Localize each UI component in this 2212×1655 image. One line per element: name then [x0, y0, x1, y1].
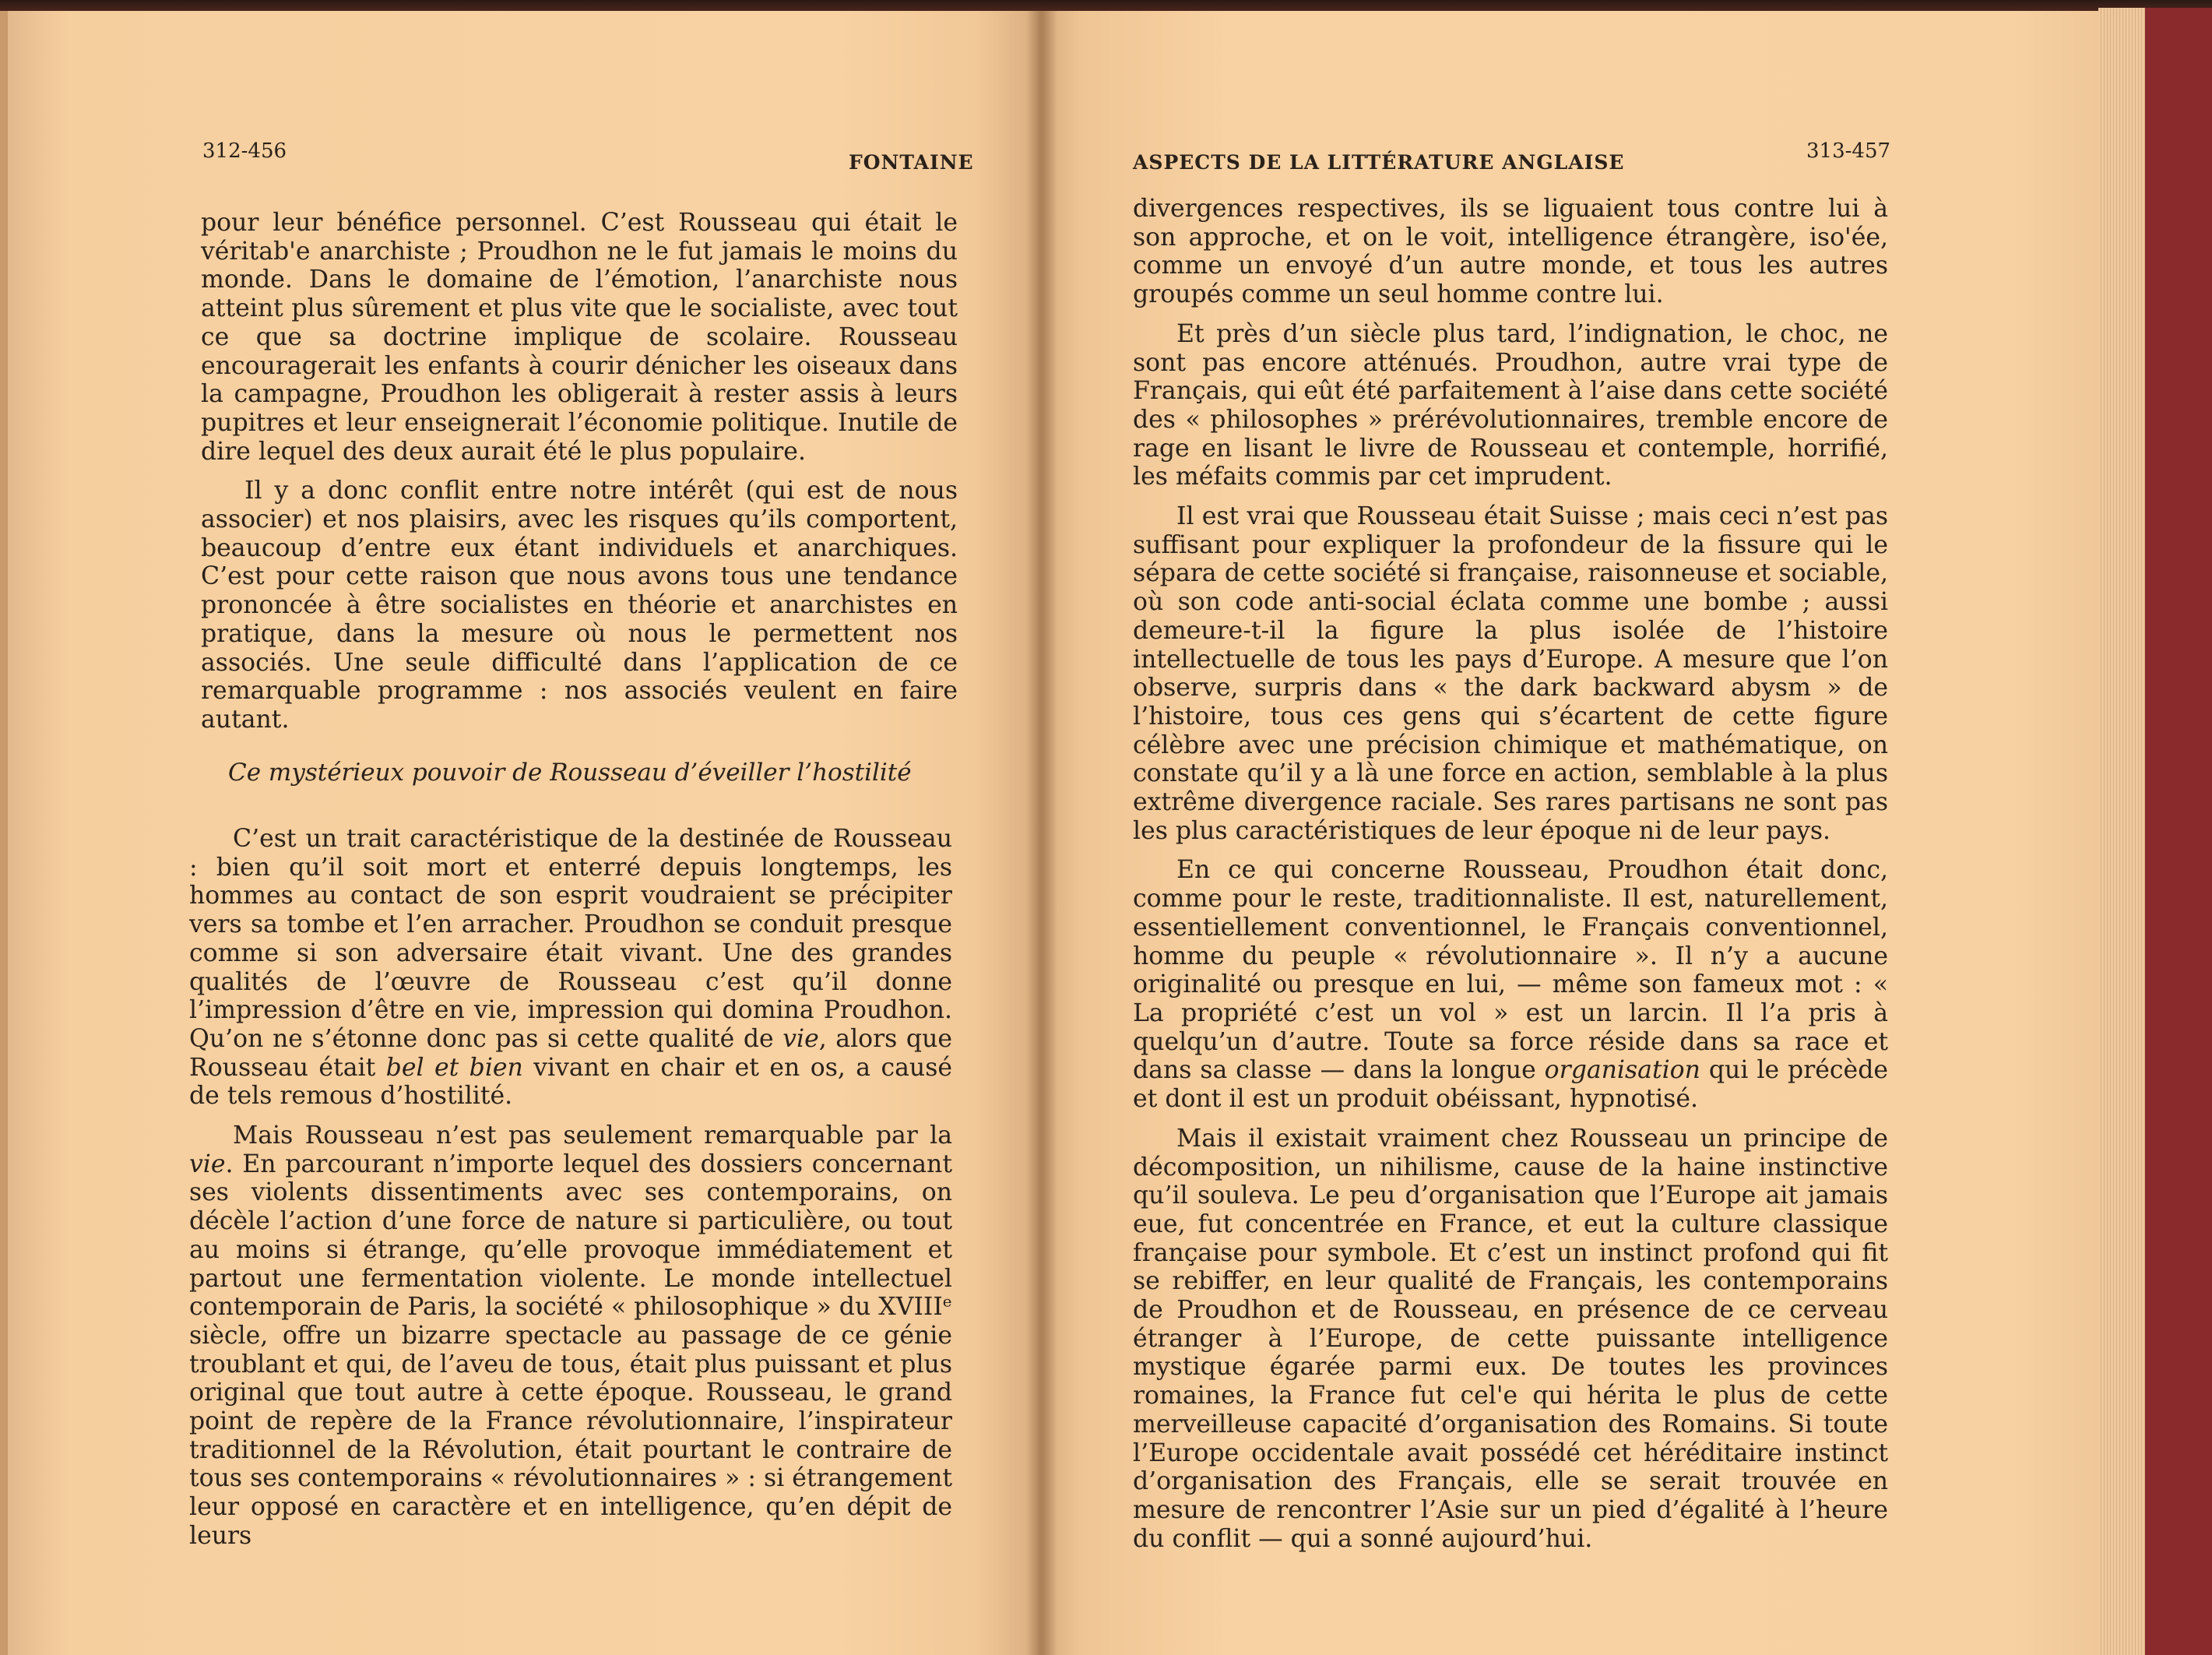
- left-text-bottom: [189, 825, 952, 1551]
- left-text-top: [201, 209, 958, 734]
- section-title: Ce mystérieux pouvoir de Rousseau d’éveiller l’hostilité: [228, 759, 912, 787]
- text-run: vivant en chair et en os, a causé de tels remous d’hostilité.: [189, 1053, 952, 1111]
- italic-word: vie: [782, 1024, 819, 1053]
- left-paragraph-2: Il y a donc conflit entre notre intérêt (qui est de nous associer) et nos plaisirs, avec les risques qu’ils comportent, beaucoup d’entre eux étant individuels et anarchiques. C’est pour cette raison que nous avons tous une tendance prononcée à être socialistes en théorie et anarchistes en pratique, dans la mesure où nous le permettent nos associés. Une seule difficulté dans l’application de ce remarquable programme : nos associés veulent en faire autant.: [201, 477, 958, 734]
- right-page-number: 313-457: [1806, 139, 1891, 163]
- text-run: , alors que Rousseau était: [189, 1024, 952, 1082]
- left-running-head: FONTAINE: [849, 151, 974, 174]
- text-run: . En parcourant n’importe lequel des dossiers concernant ses violents dissentiments avec ses contemporains, on décèle l’action d’une force de nature si particulière, ou tout au moins si étrange, qu’elle provoque immédiatement et partout une fermentation violente. Le monde intellectuel contemporain de Paris, la société « philosophique » du XVIIIᵉ siècle, offre un bizarre spectacle au passage de ce génie troublant et qui, de l’aveu de tous, était plus puissant et plus original que tout autre à cette époque. Rousseau, le grand point de repère de la France révolutionnaire, l’inspirateur traditionnel de la Révolution, était pourtant le contraire de tous ses contemporains « révolutionnaires » : si étrangement leur opposé en caractère et en intelligence, qu’en dépit de leurs: [189, 1150, 952, 1550]
- right-paragraph-1: divergences respectives, ils se liguaient tous contre lui à son approche, et on le voit, intelligence étrangère, iso'ée, comme un envoyé d’un autre monde, et tous les autres groupés comme un seul homme contre lui.: [1133, 195, 1888, 309]
- left-page: [0, 11, 1039, 1655]
- text-run: qui le précède et dont il est un produit obéissant, hypnotisé.: [1133, 1056, 1888, 1114]
- text-run: En ce qui concerne Rousseau, Proudhon était donc, comme pour le reste, traditionnaliste. Il est, naturellement, essentiellement conventionnel, le Français conventionnel, homme du peuple « révolutionnaire ». Il n’y a aucune originalité ou presque en lui, — même son fameux mot : « La propriété c’est un vol » est un larcin. Il l’a pris à quelqu’un d’autre. Toute sa force réside dans sa race et dans sa classe — dans la longue: [1133, 856, 1888, 1085]
- left-page-number: 312-456: [202, 139, 287, 163]
- right-text: [1133, 195, 1888, 1553]
- text-run: Mais Rousseau n’est pas seulement remarquable par la: [233, 1122, 952, 1150]
- right-paragraph-2: Et près d’un siècle plus tard, l’indignation, le choc, ne sont pas encore atténués. Proudhon, autre vrai type de Français, qui eût été parfaitement à l’aise dans cette société des « philosophes » prérévolutionnaires, tremble encore de rage en lisant le livre de Rousseau et contemple, horrifié, les méfaits commis par cet imprudent.: [1133, 319, 1888, 491]
- right-page: [1039, 11, 2098, 1655]
- right-paragraph-4: [1133, 856, 1888, 1113]
- left-paragraph-1: pour leur bénéfice personnel. C’est Rousseau qui était le véritab'e anarchiste ; Proudhon ne le fut jamais le moins du monde. Dans le domaine de l’émotion, l’anarchiste nous atteint plus sûrement et plus vite que le socialiste, avec tout ce que sa doctrine implique de scolaire. Rousseau encouragerait les enfants à courir dénicher les oiseaux dans la campagne, Proudhon les obligerait à rester assis à leurs pupitres et leur enseignerait l’économie politique. Inutile de dire lequel des deux aurait été le plus populaire.: [201, 209, 958, 466]
- text-run: C’est un trait caractéristique de la destinée de Rousseau : bien qu’il soit mort et enterré depuis longtemps, les hommes au contact de son esprit voudraient se précipiter vers sa tombe et l’en arracher. Proudhon se conduit presque comme si son adversaire était vivant. Une des grandes qualités de l’œuvre de Rousseau c’est qu’il donne l’impression d’être en vie, impression qui domina Proudhon. Qu’on ne s’étonne donc pas si cette qualité de: [189, 825, 952, 1053]
- italic-phrase: bel et bien: [385, 1053, 523, 1082]
- right-paragraph-5: Mais il existait vraiment chez Rousseau un principe de décomposition, un nihilisme, cause de la haine instinctive qu’il souleva. Le peu d’organisation que l’Europe ait jamais eue, fut concentrée en France, et eut la culture classique française pour symbole. Et c’est un instinct profond qui fit se rebiffer, en leur qualité de Français, les contemporains de Proudhon et de Rousseau, en présence de ce cerveau étranger à l’Europe, de cette puissante intelligence mystique égarée parmi eux. De toutes les provinces romaines, la France fut cel'e qui hérita le plus de cette merveilleuse capacité d’organisation des Romains. Si toute l’Europe occidentale avait possédé cet héréditaire instinct d’organisation des Français, elle se serait trouvée en mesure de rencontrer l’Asie sur un pied d’égalité à l’heure du conflit — qui a sonné aujourd’hui.: [1133, 1124, 1888, 1553]
- left-paragraph-3: [189, 825, 952, 1111]
- right-running-head: ASPECTS DE LA LITTÉRATURE ANGLAISE: [1133, 151, 1625, 174]
- right-paragraph-3: Il est vrai que Rousseau était Suisse ; mais ceci n’est pas suffisant pour expliquer la profondeur de la fissure qui le sépara de cette société si française, raisonneuse et sociable, où son code anti-social éclata comme une bombe ; aussi demeure-t-il la figure la plus isolée de l’histoire intellectuelle de tous les pays d’Europe. A mesure que l’on observe, surpris dans « the dark backward abysm » de l’histoire, tous ces gens qui s’écartent de cette figure célèbre avec une précision chimique et mathématique, on constate qu’il y a là une force en action, semblable à la plus extrême divergence raciale. Ses rares partisans ne sont pas les plus caractéristiques de leur époque ni de leur pays.: [1133, 502, 1888, 845]
- italic-word: organisation: [1544, 1056, 1700, 1085]
- left-paragraph-4: [189, 1122, 952, 1551]
- italic-word: vie: [189, 1150, 226, 1178]
- page-fore-edge: [2098, 8, 2212, 1655]
